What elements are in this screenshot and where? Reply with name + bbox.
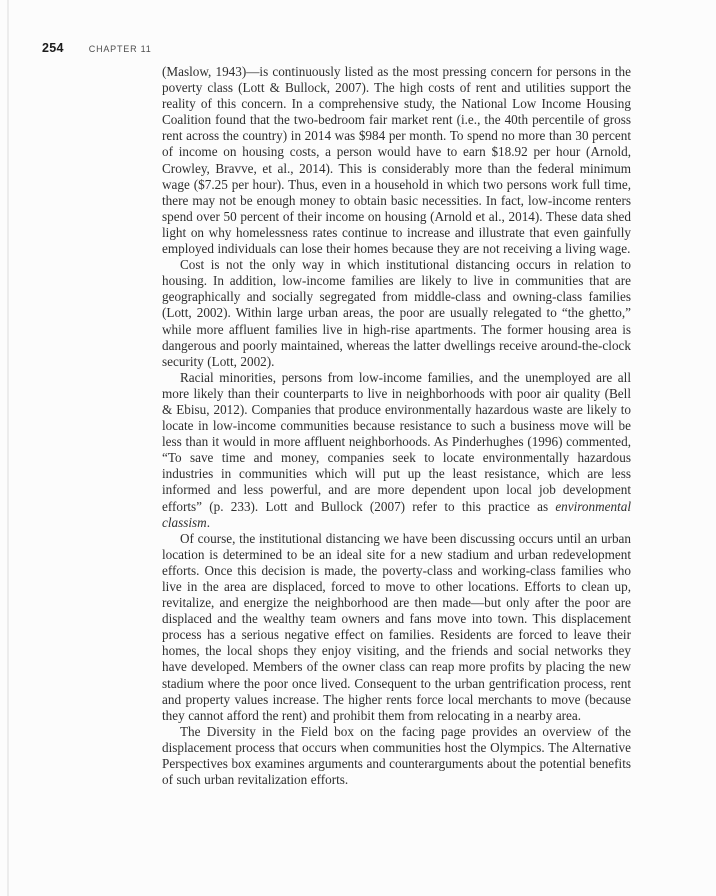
running-head [42, 41, 152, 55]
chapter-label: CHAPTER 11 [88, 44, 152, 54]
paragraph-stadium-displacement: Of course, the institutional distancing we have been discussing occurs until an urban location is determined to be an ideal site for a new stadium and urban redevelopment efforts. Once this decision is made, the poverty-class and working-class families who live in the area are displaced, forced to move to other locations. Efforts to clean up, revitalize, and energize the neighborhood are then made—but only after the poor are displaced and the wealthy team owners and fans move into town. This displacement process has a serious negative effect on families. Residents are forced to leave their homes, the local shops they enjoy visiting, and the friends and social networks they have developed. Members of the owner class can reap more profits by placing the new stadium where the poor once lived. Consequent to the urban gentrification process, rent and property values increase. The higher rents force local merchants to move (because they cannot afford the rent) and prohibit them from relocating in a nearby area. [162, 530, 631, 723]
paragraph-box-references: The Diversity in the Field box on the facing page provides an overview of the displacement process that occurs when communities host the Olympics. The Alternative Perspectives box examines arguments and counterarguments about the potential benefits of such urban revitalization efforts. [162, 723, 631, 788]
paragraph-housing-costs: (Maslow, 1943)—is continuously listed as the most pressing concern for persons in the poverty class (Lott & Bullock, 2007). The high costs of rent and utilities support the reality of this concern. In a comprehensive study, the National Low Income Housing Coalition found that the two-bedroom fair market rent (i.e., the 40th percentile of gross rent across the country) in 2014 was $984 per month. To spend no more than 30 percent of income on housing costs, a person would have to earn $18.92 per hour (Arnold, Crowley, Bravve, et al., 2014). This is considerably more than the federal minimum wage ($7.25 per hour). Thus, even in a household in which two persons work full time, there may not be enough money to obtain basic necessities. In fact, low-income renters spend over 50 percent of their income on housing (Arnold et al., 2014). These data shed light on why homelessness rates continue to increase and illustrate that even gainfully employed individuals can lose their homes because they are not receiving a living wage. [162, 64, 631, 257]
paragraph-environmental-classism-text: Racial minorities, persons from low-income families, and the unemployed are all more likely than their counterparts to live in neighborhoods with poor air quality (Bell & Ebisu, 2012). Companies that produce environmentally hazardous waste are likely to locate in low-income communities because resistance to such a business move will be less than it would in more affluent neighborhoods. As Pinderhughes (1996) commented, “To save time and money, companies seek to locate environmentally hazardous industries in communities which will put up the least resistance, which are less informed and less powerful, and are more dependent upon local job development efforts” (p. 233). Lott and Bullock (2007) refer to this practice as [162, 369, 631, 514]
paragraph-environmental-classism [162, 370, 631, 531]
paragraph-environmental-classism-period: . [206, 514, 210, 530]
page-edge-shadow [7, 0, 9, 896]
page-number: 254 [42, 41, 64, 55]
paragraph-segregated-communities: Cost is not the only way in which institutional distancing occurs in relation to housing. In addition, low-income families are likely to live in communities that are geographically and socially segregated from middle-class and owning-class families (Lott, 2002). Within large urban areas, the poor are usually relegated to “the ghetto,” while more affluent families live in high-rise apartments. The former housing area is dangerous and poorly maintained, whereas the latter dwellings receive around-the-clock security (Lott, 2002). [162, 257, 631, 369]
body-text-block [162, 64, 631, 788]
key-term-environmental-classism: environmental classism [162, 498, 631, 530]
